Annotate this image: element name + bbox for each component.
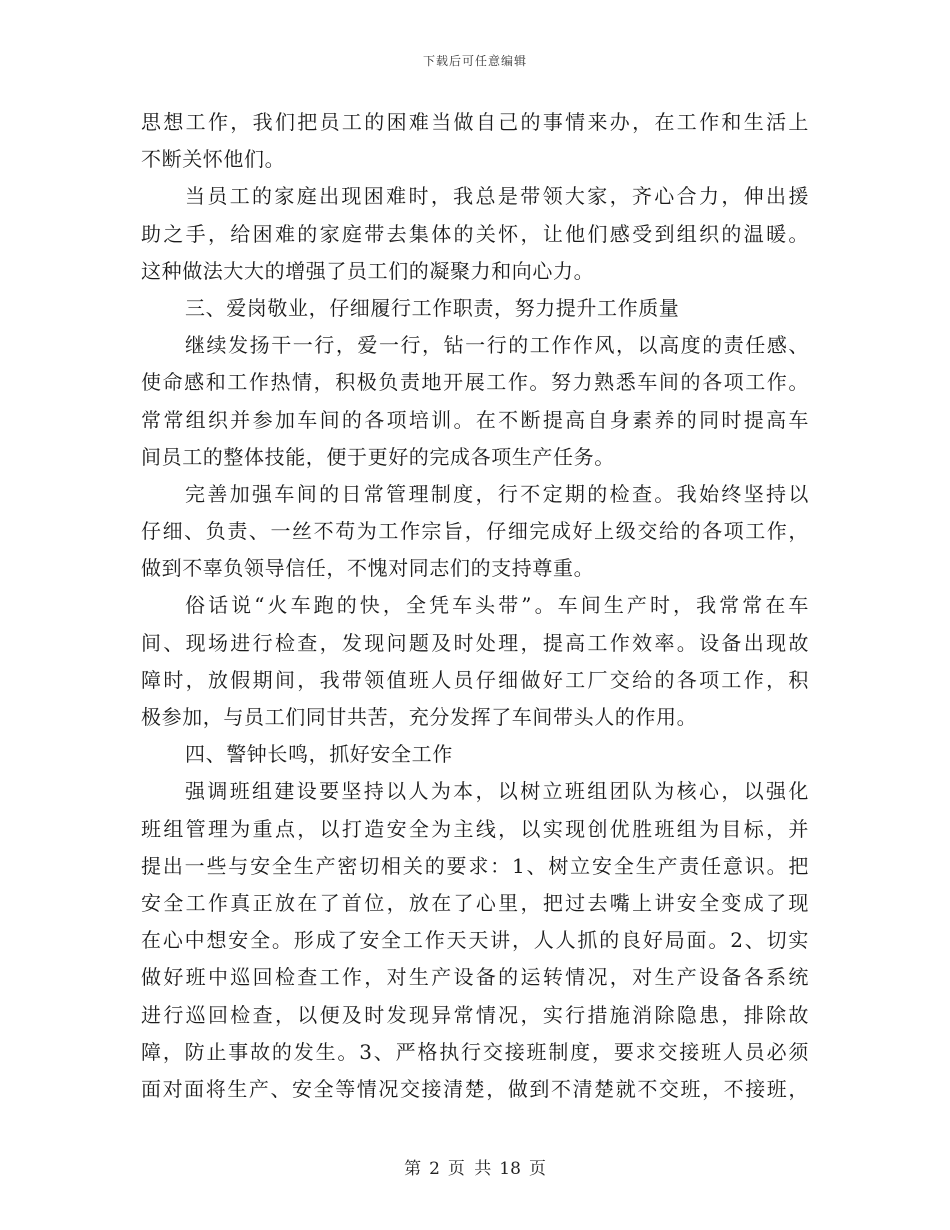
document-body <box>141 104 809 1108</box>
text-line: 班组管理为重点，以打造安全为主线，以实现创优胜班组为目标，并 <box>141 816 809 841</box>
text-line: 极参加，与员工们同甘共苦，充分发挥了车间带头人的作用。 <box>141 705 698 729</box>
text-line: 面对面将生产、安全等情况交接清楚，做到不清楚就不交班，不接班， <box>141 1076 809 1101</box>
text-line: 障时，放假期间，我带领值班人员仔细做好工厂交给的各项工作，积 <box>141 667 809 692</box>
text-line: 助之手，给困难的家庭带去集体的关怀，让他们感受到组织的温暖。 <box>141 221 809 246</box>
paragraph-first-line: 继续发扬干一行，爱一行，钻一行的工作作风，以高度的责任感、 <box>185 333 809 358</box>
paragraph-first-line: 强调班组建设要坚持以人为本，以树立班组团队为核心，以强化 <box>185 779 809 804</box>
text-line: 障，防止事故的发生。3、严格执行交接班制度，要求交接班人员必须 <box>141 1039 809 1064</box>
text-line: 这种做法大大的增强了员工们的凝聚力和向心力。 <box>141 258 595 283</box>
footer-middle: 页 共 <box>447 1159 492 1179</box>
text-line: 常常组织并参加车间的各项培训。在不断提高自身素养的同时提高车 <box>141 407 809 432</box>
text-line: 使命感和工作热情，积极负责地开展工作。努力熟悉车间的各项工作。 <box>141 370 809 395</box>
footer-prefix: 第 <box>404 1159 422 1179</box>
text-line: 做好班中巡回检查工作，对生产设备的运转情况，对生产设备各系统 <box>141 965 809 990</box>
page-header: 下载后可任意编辑 <box>422 54 527 68</box>
text-line: 安全工作真正放在了首位，放在了心里，把过去嘴上讲安全变成了现 <box>141 890 809 915</box>
page-footer <box>0 1154 950 1179</box>
text-line: 做到不辜负领导信任，不愧对同志们的支持尊重。 <box>141 556 595 581</box>
text-line: 提出一些与安全生产密切相关的要求：1、树立安全生产责任意识。把 <box>141 853 809 878</box>
text-line: 间员工的整体技能，便于更好的完成各项生产任务。 <box>141 444 615 469</box>
text-line: 思想工作，我们把员工的困难当做自己的事情来办，在工作和生活上 <box>141 110 809 134</box>
section-heading: 四、警钟长鸣，抓好安全工作 <box>185 742 453 767</box>
text-line: 仔细、负责、一丝不苟为工作宗旨，仔细完成好上级交给的各项工作， <box>141 519 809 544</box>
total-pages-number: 18 <box>499 1159 521 1179</box>
text-line: 在心中想安全。形成了安全工作天天讲，人人抓的良好局面。2、切实 <box>141 928 809 953</box>
footer-suffix: 页 <box>528 1159 546 1179</box>
paragraph-first-line: 完善加强车间的日常管理制度，行不定期的检查。我始终坚持以 <box>185 481 809 506</box>
current-page-number: 2 <box>429 1159 440 1179</box>
text-line: 不断关怀他们。 <box>141 147 286 172</box>
text-line: 进行巡回检查，以便及时发现异常情况，实行措施消除隐患，排除故 <box>141 1002 809 1027</box>
text-line: 间、现场进行检查，发现问题及时处理，提高工作效率。设备出现故 <box>141 630 809 655</box>
paragraph-first-line: 当员工的家庭出现困难时，我总是带领大家，齐心合力，伸出援 <box>185 184 809 209</box>
paragraph-first-line: 俗话说“火车跑的快，全凭车头带”。车间生产时，我常常在车 <box>185 593 809 618</box>
section-heading: 三、爱岗敬业，仔细履行工作职责，努力提升工作质量 <box>185 295 680 320</box>
